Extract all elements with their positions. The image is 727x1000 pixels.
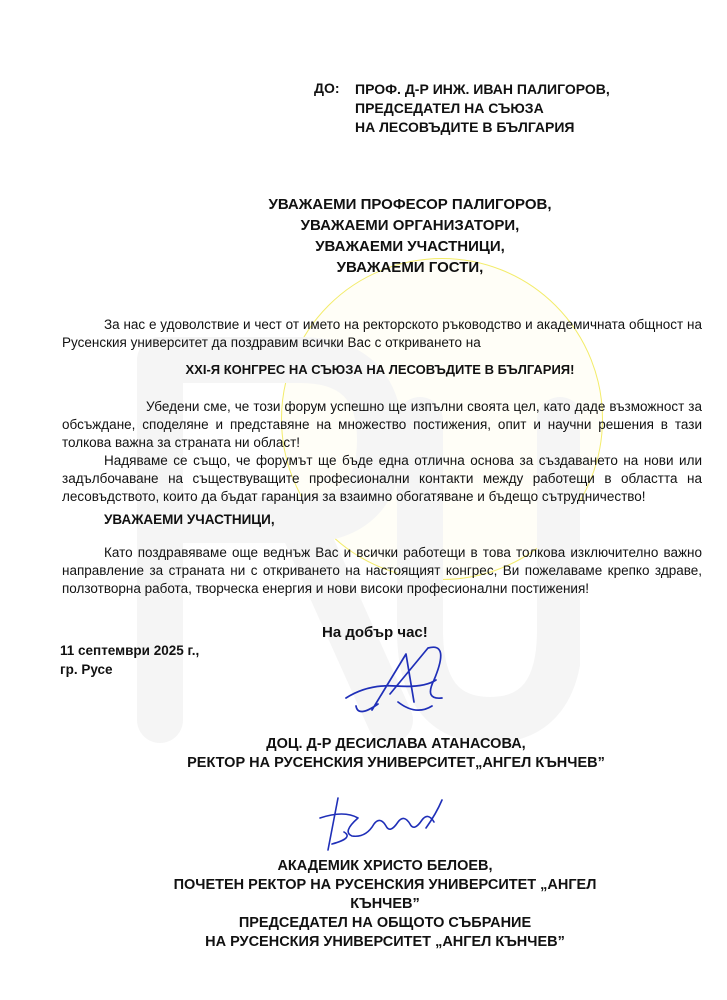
signatory-honorary-rector <box>150 857 620 952</box>
addressee-block <box>355 80 610 137</box>
paragraph-intro <box>62 316 702 352</box>
salutation-block <box>220 194 600 278</box>
signatory-rector-title: РЕКТОР НА РУСЕНСКИЯ УНИВЕРСИТЕТ„АНГЕЛ КЪНЧЕВ” <box>187 755 605 771</box>
paragraph-hopes-text: Надяваме се също, че форумът ще бъде една отлична основа за създаването на нови или задълбочаване на съществуващите професионални контакти между работещи в областта на лесовъдството, които да бъдат гаранция за взаимно обогатяване и бъдещо сътрудничество! <box>62 453 702 504</box>
congress-title: XXI-Я КОНГРЕС НА СЪЮЗА НА ЛЕСОВЪДИТЕ В БЪЛГАРИЯ! <box>185 362 575 377</box>
paragraph-intro-text: За нас е удоволствие и чест от името на ректорското ръководство и академичната общност на Русенския университет да поздравим всички Вас с откриването на <box>62 317 702 350</box>
addressee-name: ПРОФ. Д-Р ИНЖ. ИВАН ПАЛИГОРОВ, <box>355 81 610 97</box>
signature-honorary-rector <box>314 788 449 858</box>
salutation-line: УВАЖАЕМИ ГОСТИ, <box>336 259 484 276</box>
signature-rector <box>338 640 463 725</box>
paragraph-wishes-text: Като поздравяваме още веднъж Вас и всички работещи в това толкова изключително важно направление за страната ни с откриването на настоящият конгрес, Ви пожелаваме крепко здраве, ползотворна работа, творческа енергия и нови високи професионални постижения! <box>62 545 702 596</box>
date-place <box>60 641 199 679</box>
letter-place: гр. Русе <box>60 662 113 677</box>
salutation-line: УВАЖАЕМИ ОРГАНИЗАТОРИ, <box>300 217 520 234</box>
signatory-honorary-title: ПОЧЕТЕН РЕКТОР НА РУСЕНСКИЯ УНИВЕРСИТЕТ „АНГЕЛ КЪНЧЕВ” <box>173 877 597 912</box>
paragraph-forum <box>62 398 702 452</box>
signatory-rector-name: ДОЦ. Д-Р ДЕСИСЛАВА АТАНАСОВА, <box>266 736 526 752</box>
addressee-label: ДО: <box>314 80 340 96</box>
paragraph-hopes <box>62 452 702 506</box>
addressee-title: ПРЕДСЕДАТЕЛ НА СЪЮЗА <box>355 100 544 116</box>
signatory-honorary-name: АКАДЕМИК ХРИСТО БЕЛОЕВ, <box>277 858 493 874</box>
addressee-organization: НА ЛЕСОВЪДИТЕ В БЪЛГАРИЯ <box>355 119 575 135</box>
letter-date: 11 септември 2025 г., <box>60 643 200 658</box>
signatory-rector <box>186 735 606 773</box>
signatory-assembly-university: НА РУСЕНСКИЯ УНИВЕРСИТЕТ „АНГЕЛ КЪНЧЕВ” <box>205 934 565 950</box>
closing-phrase: На добър час! <box>322 624 428 641</box>
signatory-assembly-title: ПРЕДСЕДАТЕЛ НА ОБЩОТО СЪБРАНИЕ <box>238 915 532 931</box>
paragraph-wishes <box>62 544 702 598</box>
salutation-line: УВАЖАЕМИ ПРОФЕСОР ПАЛИГОРОВ, <box>268 196 552 213</box>
participants-salutation: УВАЖАЕМИ УЧАСТНИЦИ, <box>104 512 275 527</box>
paragraph-forum-text: Убедени сме, че този форум успешно ще изпълни своята цел, като даде възможност за обсъждане, споделяне и представяне на множество постижения, опит и научни решения в тази толкова важна за страната ни област! <box>62 399 702 450</box>
salutation-line: УВАЖАЕМИ УЧАСТНИЦИ, <box>315 238 505 255</box>
